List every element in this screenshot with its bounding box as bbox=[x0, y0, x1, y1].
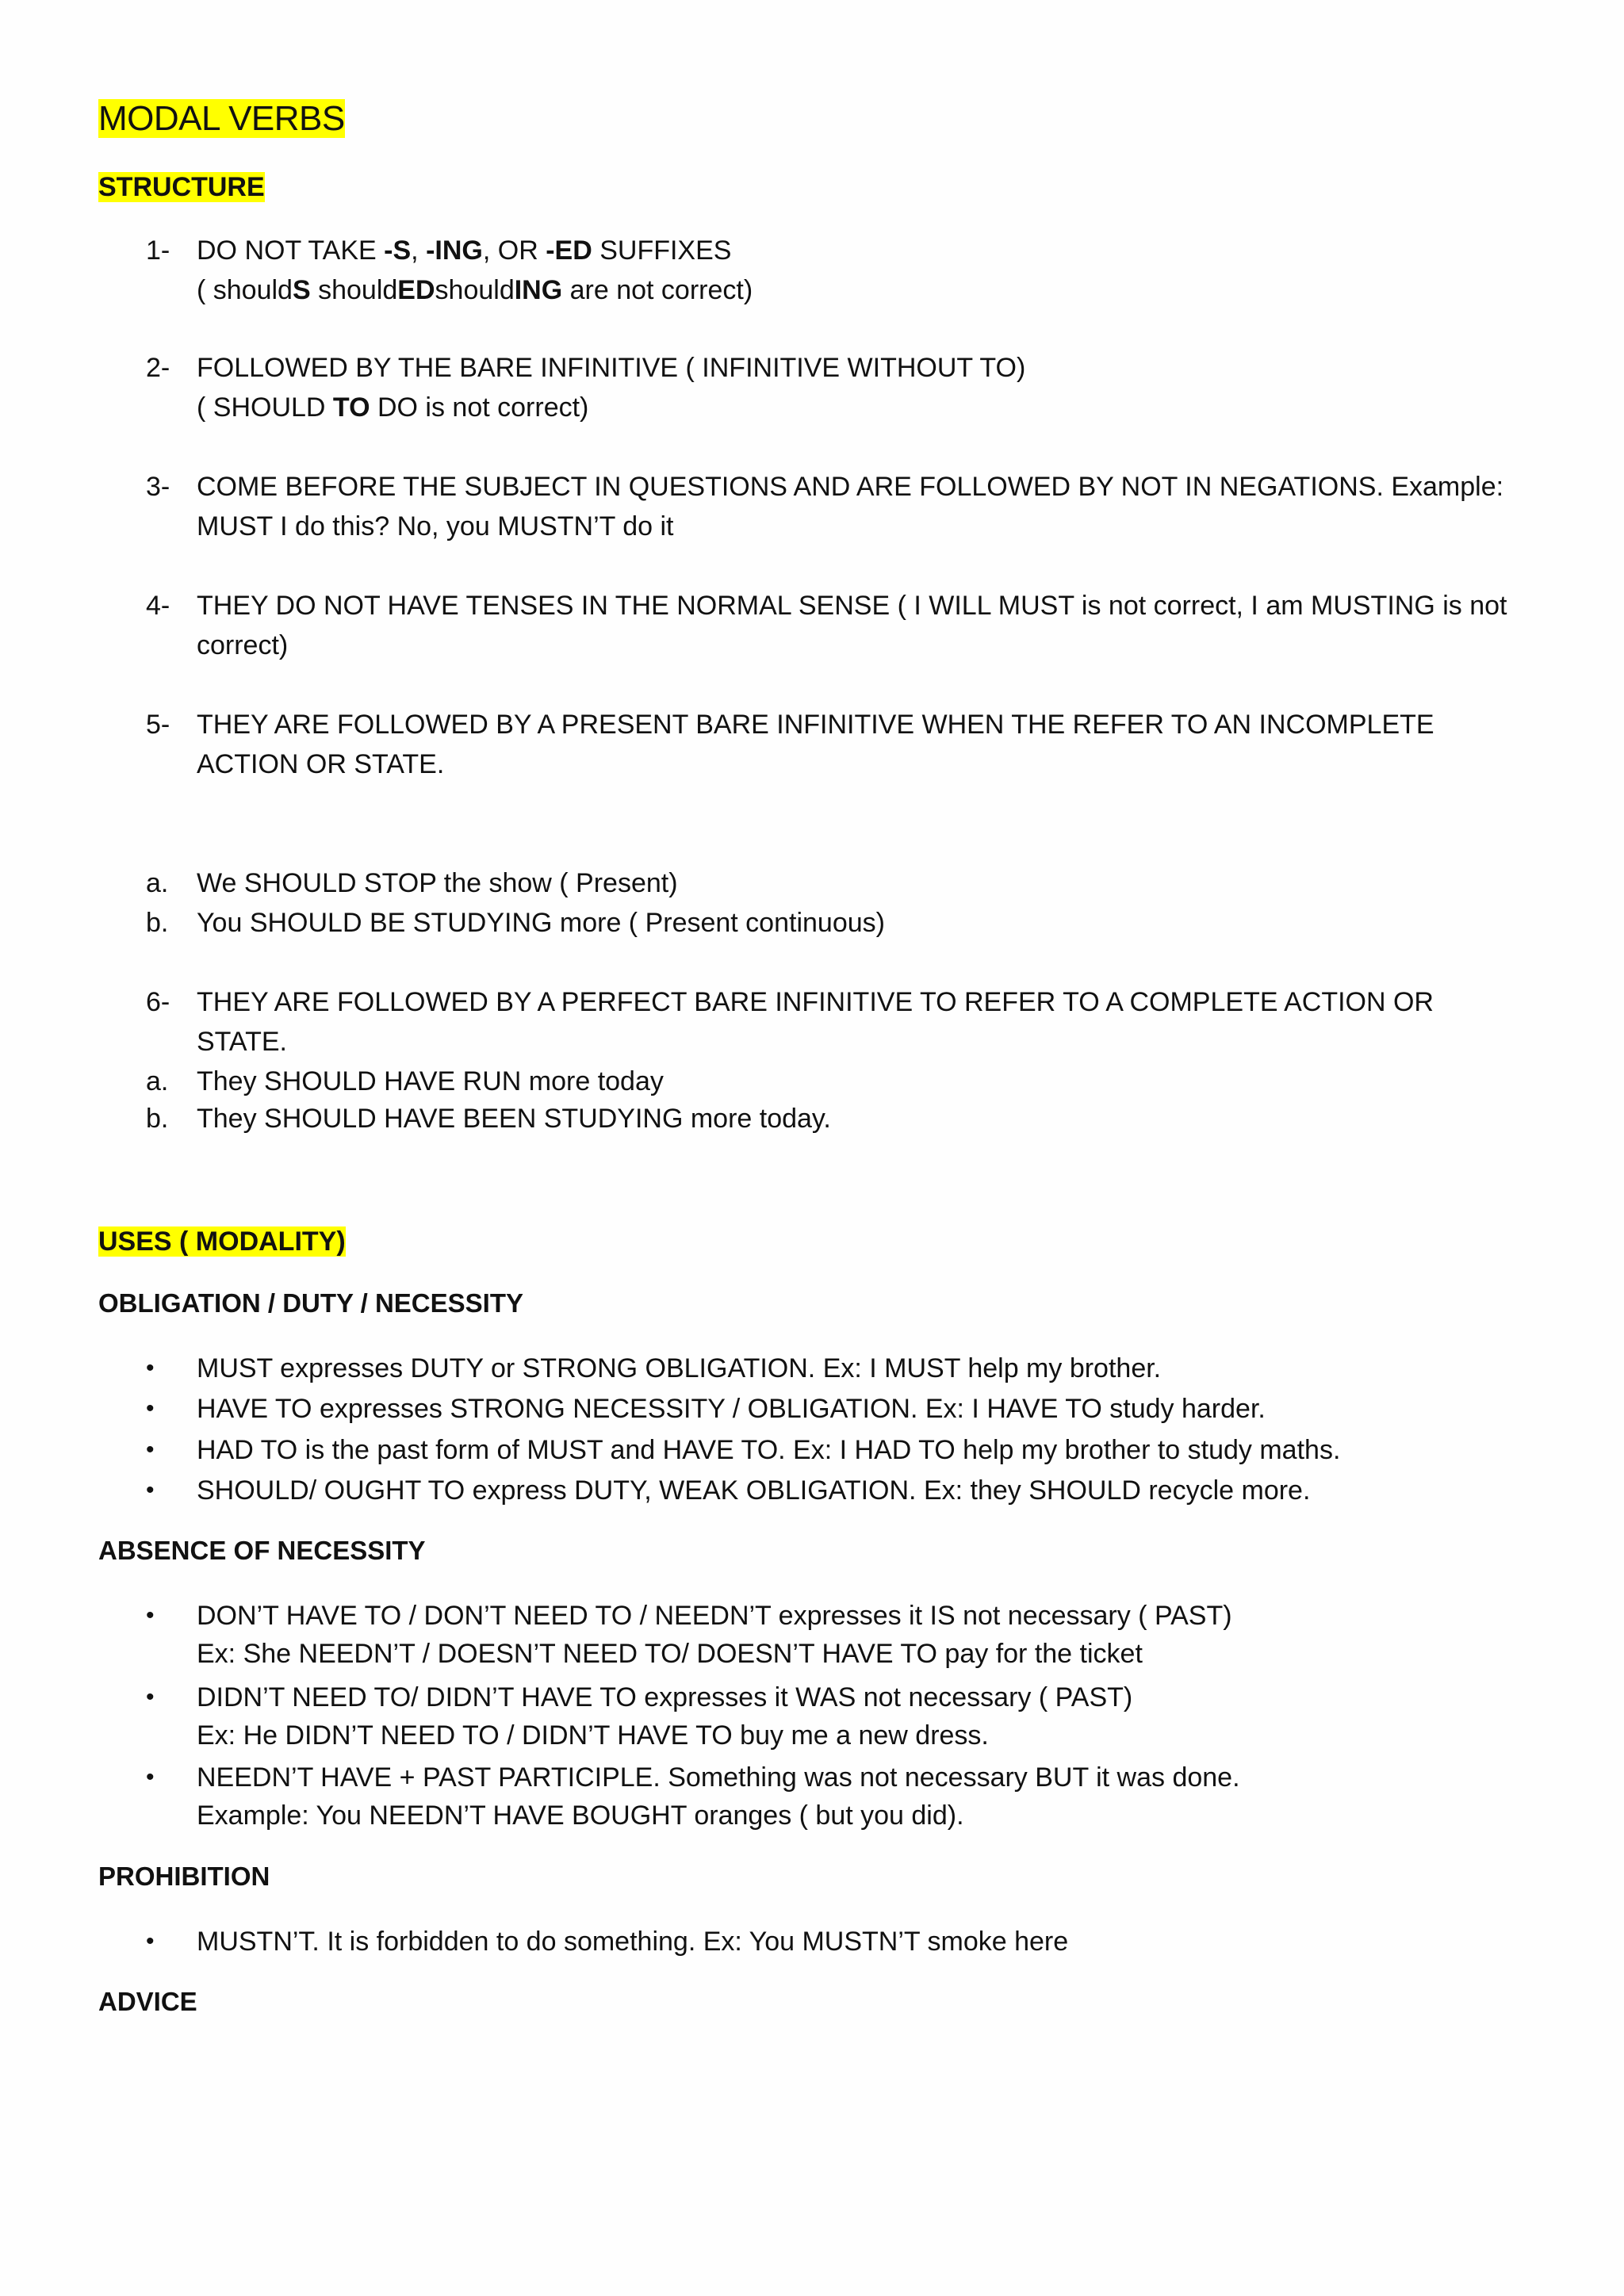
example-text: They SHOULD HAVE BEEN STUDYING more today. bbox=[197, 1104, 831, 1134]
item-number: 1- bbox=[146, 235, 170, 266]
example-text: We SHOULD STOP the show ( Present) bbox=[197, 868, 678, 898]
item-number: 5- bbox=[146, 710, 170, 740]
bullet-glyph: • bbox=[146, 1928, 155, 1954]
structure-heading bbox=[98, 170, 265, 205]
obligation-bullet-4 bbox=[146, 1471, 1526, 1510]
example-present-b bbox=[146, 903, 1526, 943]
item-3-text: COME BEFORE THE SUBJECT IN QUESTIONS AND ARE FOLLOWED BY NOT IN NEGATIONS. Example: MUST I do this? No, you MUSTN’T do it bbox=[197, 472, 1504, 541]
structure-item-5 bbox=[146, 705, 1526, 784]
item-5-text: THEY ARE FOLLOWED BY A PRESENT BARE INFINITIVE WHEN THE REFER TO AN INCOMPLETE ACTION OR STATE. bbox=[197, 710, 1434, 779]
bullet-text: HAD TO is the past form of MUST and HAVE TO. Ex: I HAD TO help my brother to study maths. bbox=[197, 1435, 1341, 1465]
bullet-glyph: • bbox=[146, 1684, 155, 1710]
example-letter: a. bbox=[146, 868, 169, 898]
item-4-text: THEY DO NOT HAVE TENSES IN THE NORMAL SENSE ( I WILL MUST is not correct, I am MUSTING is not correct) bbox=[197, 591, 1507, 660]
bullet-glyph: • bbox=[146, 1355, 155, 1381]
example-perfect-b bbox=[146, 1099, 1526, 1138]
bullet-text: MUST expresses DUTY or STRONG OBLIGATION. Ex: I MUST help my brother. bbox=[197, 1353, 1162, 1383]
bullet-text: MUSTN’T. It is forbidden to do something. Ex: You MUSTN’T smoke here bbox=[197, 1927, 1069, 1957]
bullet-glyph: • bbox=[146, 1602, 155, 1628]
structure-item-2 bbox=[146, 348, 1526, 427]
example-letter: a. bbox=[146, 1066, 169, 1096]
item-1-line-1: DO NOT TAKE -S, -ING, OR -ED SUFFIXES bbox=[197, 235, 732, 266]
bullet-line-2: Ex: He DIDN’T NEED TO / DIDN’T HAVE TO buy me a new dress. bbox=[197, 1720, 989, 1751]
structure-item-4 bbox=[146, 586, 1526, 665]
structure-heading-text: STRUCTURE bbox=[98, 172, 265, 202]
bullet-glyph: • bbox=[146, 1764, 155, 1790]
absence-heading: ABSENCE OF NECESSITY bbox=[98, 1536, 426, 1565]
example-present-a bbox=[146, 863, 1526, 903]
item-2-line-2: ( SHOULD TO DO is not correct) bbox=[197, 392, 589, 423]
obligation-bullet-1 bbox=[146, 1349, 1526, 1388]
bullet-line-2: Example: You NEEDN’T HAVE BOUGHT oranges ( but you did). bbox=[197, 1800, 964, 1831]
page-title-text: MODAL VERBS bbox=[98, 99, 345, 138]
structure-item-3 bbox=[146, 467, 1526, 546]
prohibition-bullet-1 bbox=[146, 1922, 1526, 1961]
obligation-bullet-3 bbox=[146, 1430, 1526, 1470]
item-2-line-1: FOLLOWED BY THE BARE INFINITIVE ( INFINITIVE WITHOUT TO) bbox=[197, 353, 1026, 383]
obligation-heading: OBLIGATION / DUTY / NECESSITY bbox=[98, 1288, 523, 1318]
item-number: 2- bbox=[146, 353, 170, 383]
absence-bullet-3 bbox=[146, 1758, 1526, 1835]
item-number: 3- bbox=[146, 472, 170, 502]
obligation-bullet-2 bbox=[146, 1389, 1526, 1429]
uses-heading bbox=[98, 1224, 346, 1259]
structure-item-6 bbox=[146, 982, 1526, 1062]
item-number: 4- bbox=[146, 591, 170, 621]
structure-item-1 bbox=[146, 231, 1526, 310]
item-6-text: THEY ARE FOLLOWED BY A PERFECT BARE INFINITIVE TO REFER TO A COMPLETE ACTION OR STATE. bbox=[197, 987, 1434, 1057]
bullet-line-1: DON’T HAVE TO / DON’T NEED TO / NEEDN’T expresses it IS not necessary ( PAST) bbox=[197, 1601, 1232, 1631]
prohibition-heading: PROHIBITION bbox=[98, 1862, 270, 1891]
advice-heading: ADVICE bbox=[98, 1987, 197, 2016]
example-letter: b. bbox=[146, 1104, 169, 1134]
example-letter: b. bbox=[146, 908, 169, 938]
absence-bullet-1 bbox=[146, 1596, 1526, 1674]
item-1-line-2: ( shouldS shouldEDshouldING are not correct) bbox=[197, 275, 753, 305]
bullet-glyph: • bbox=[146, 1395, 155, 1422]
bullet-line-1: NEEDN’T HAVE + PAST PARTICIPLE. Something was not necessary BUT it was done. bbox=[197, 1762, 1240, 1793]
bullet-glyph: • bbox=[146, 1437, 155, 1463]
example-perfect-a bbox=[146, 1062, 1526, 1101]
page-title bbox=[98, 97, 345, 141]
bullet-line-1: DIDN’T NEED TO/ DIDN’T HAVE TO expresses it WAS not necessary ( PAST) bbox=[197, 1682, 1133, 1712]
bullet-text: SHOULD/ OUGHT TO express DUTY, WEAK OBLIGATION. Ex: they SHOULD recycle more. bbox=[197, 1475, 1311, 1506]
bullet-line-2: Ex: She NEEDN’T / DOESN’T NEED TO/ DOESN’T HAVE TO pay for the ticket bbox=[197, 1639, 1143, 1669]
bullet-glyph: • bbox=[146, 1477, 155, 1503]
example-text: You SHOULD BE STUDYING more ( Present continuous) bbox=[197, 908, 885, 938]
absence-bullet-2 bbox=[146, 1678, 1526, 1755]
example-text: They SHOULD HAVE RUN more today bbox=[197, 1066, 664, 1096]
item-number: 6- bbox=[146, 987, 170, 1017]
uses-heading-text: USES ( MODALITY) bbox=[98, 1226, 346, 1257]
bullet-text: HAVE TO expresses STRONG NECESSITY / OBLIGATION. Ex: I HAVE TO study harder. bbox=[197, 1394, 1266, 1424]
